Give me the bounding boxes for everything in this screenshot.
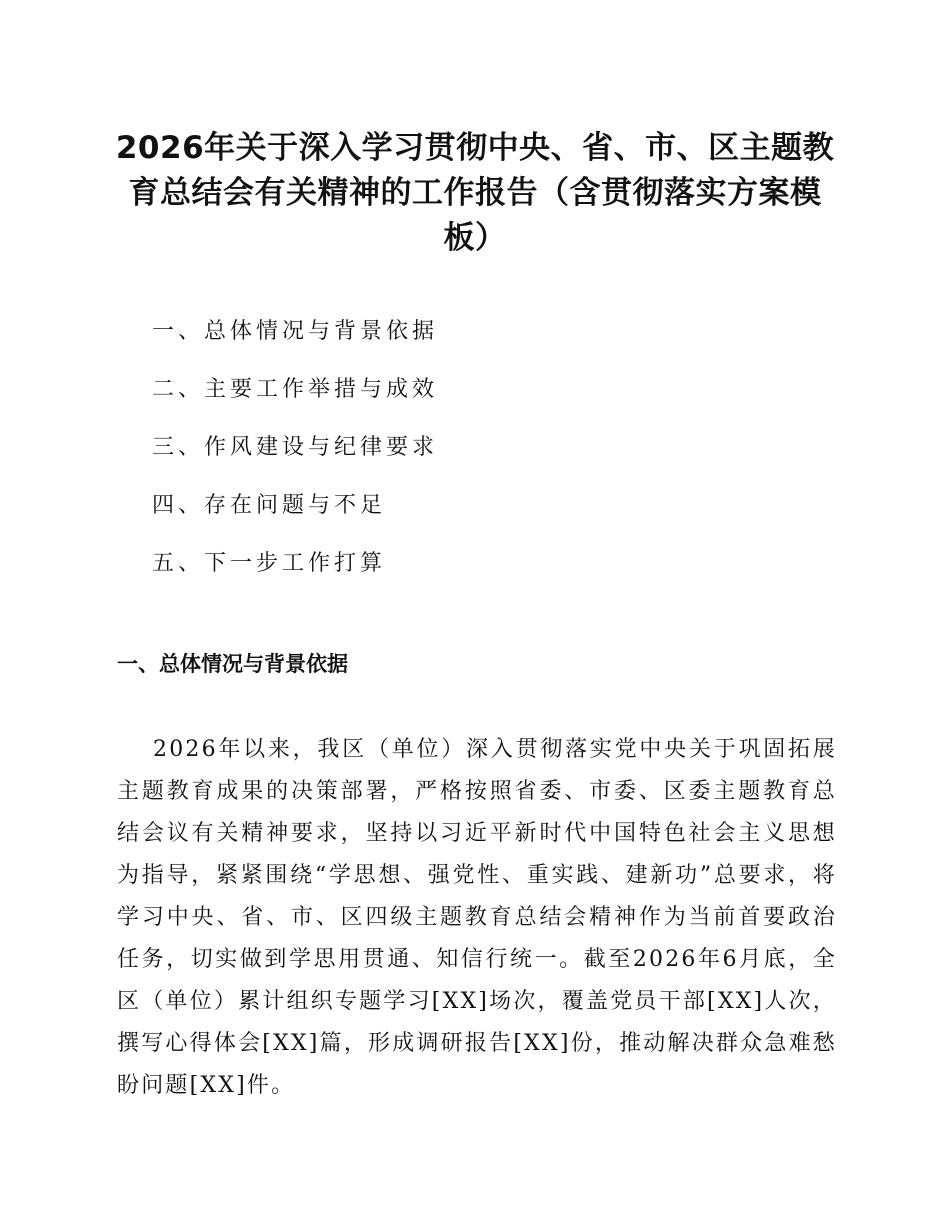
section-heading: 一、总体情况与背景依据 <box>117 652 348 676</box>
toc-item-3: 三、作风建设与纪律要求 <box>152 435 439 460</box>
toc-item-2: 二、主要工作举措与成效 <box>152 377 439 402</box>
toc-item-1: 一、总体情况与背景依据 <box>152 319 439 344</box>
toc-item-5: 五、下一步工作打算 <box>152 551 387 576</box>
body-paragraph: 2026年以来，我区（单位）深入贯彻落实党中央关于巩固拓展主题教育成果的决策部署，严格按照省委、市委、区委主题教育总结会议有关精神要求，坚持以习近平新时代中国特色社会主义思想为指导，紧紧围绕“学思想、强党性、重实践、建新功”总要求，将学习中央、省、市、区四级主题教育总结会精神作为当前首要政治任务，切实做到学思用贯通、知信行统一。截至2026年6月底，全区（单位）累计组织专题学习[XX]场次，覆盖党员干部[XX]人次，撰写心得体会[XX]篇，形成调研报告[XX]份，推动解决群众急难愁盼问题[XX]件。 <box>117 737 837 1098</box>
document-title: 2026年关于深入学习贯彻中央、省、市、区主题教育总结会有关精神的工作报告（含贯彻落实方案模板） <box>115 130 835 256</box>
toc-item-4: 四、存在问题与不足 <box>152 493 387 518</box>
table-of-contents <box>152 313 752 603</box>
